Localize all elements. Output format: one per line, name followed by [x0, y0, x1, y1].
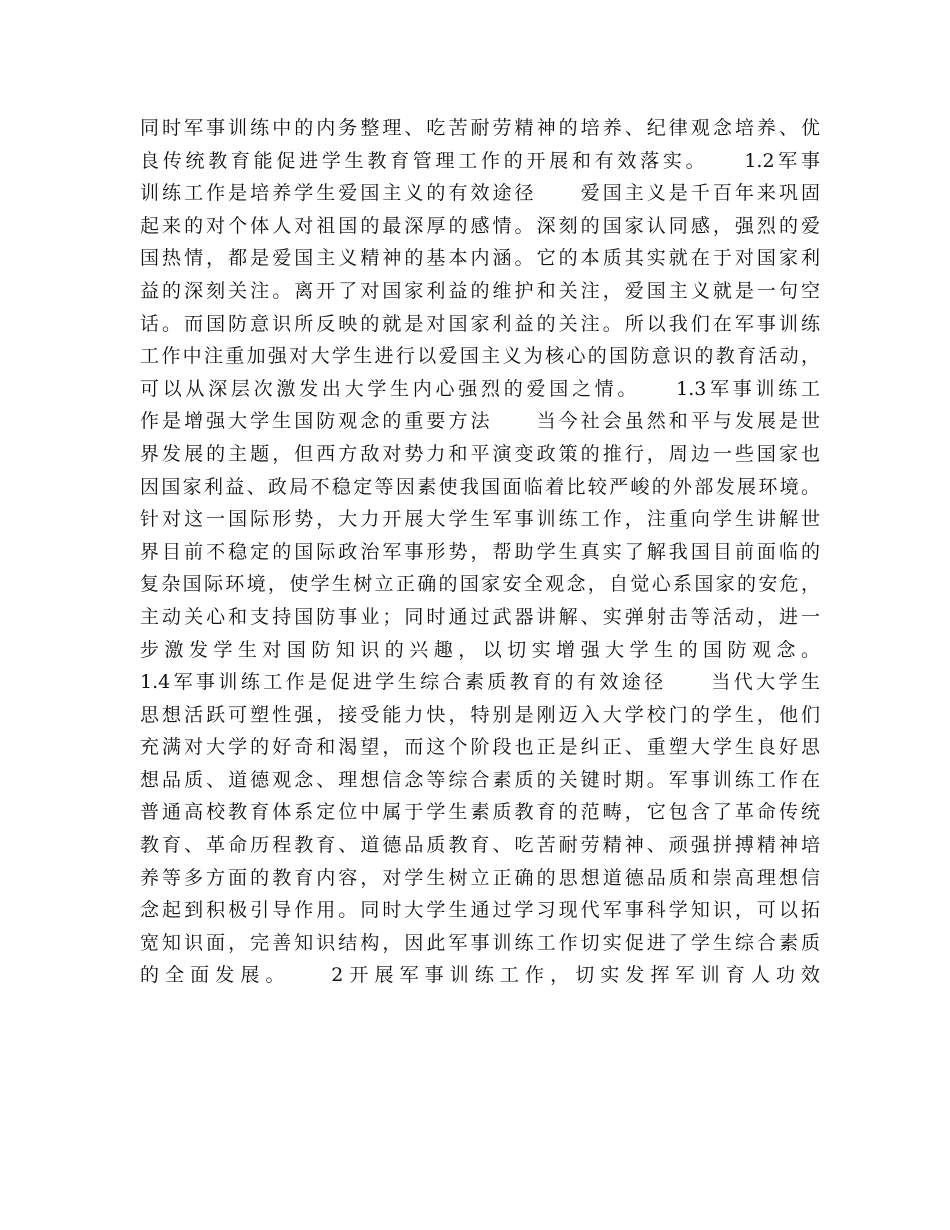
text-line: 念起到积极引导作用。同时大学生通过学习现代军事科学知识，可以拓: [140, 899, 820, 922]
text-line: 国热情，都是爱国主义精神的基本内涵。它的本质其实就在于对国家利: [140, 247, 820, 270]
text-line: 话。而国防意识所反映的就是对国家利益的关注。所以我们在军事训练: [140, 312, 820, 335]
text-line: 充满对大学的好奇和渴望，而这个阶段也正是纠正、重塑大学生良好思: [140, 736, 820, 759]
text-line: 针对这一国际形势，大力开展大学生军事训练工作，注重向学生讲解世: [140, 508, 820, 531]
text-line: 养等多方面的教育内容，对学生树立正确的思想道德品质和崇高理想信: [140, 866, 820, 889]
text-line: 起来的对个体人对祖国的最深厚的感情。深刻的国家认同感，强烈的爱: [140, 214, 820, 237]
body-text: [140, 112, 820, 992]
text-line: 想品质、道德观念、理想信念等综合素质的关键时期。军事训练工作在: [140, 768, 820, 791]
text-line: 主动关心和支持国防事业；同时通过武器讲解、实弹射击等活动，进一: [140, 605, 820, 628]
text-line: 训练工作是培养学生爱国主义的有效途径 爱国主义是千百年来巩固: [140, 182, 820, 205]
text-line: 可以从深层次激发出大学生内心强烈的爱国之情。 1.3军事训练工: [140, 377, 820, 400]
text-line: 作是增强大学生国防观念的重要方法 当今社会虽然和平与发展是世: [140, 410, 820, 433]
text-line: 工作中注重加强对大学生进行以爱国主义为核心的国防意识的教育活动，: [140, 345, 820, 368]
text-line: 界目前不稳定的国际政治军事形势，帮助学生真实了解我国目前面临的: [140, 540, 820, 563]
text-line: 复杂国际环境，使学生树立正确的国家安全观念，自觉心系国家的安危，: [140, 573, 820, 596]
text-line: 教育、革命历程教育、道德品质教育、吃苦耐劳精神、顽强拼搏精神培: [140, 834, 820, 857]
text-line: 思想活跃可塑性强，接受能力快，特别是刚迈入大学校门的学生，他们: [140, 703, 820, 726]
text-line: 因国家利益、政局不稳定等因素使我国面临着比较严峻的外部发展环境。: [140, 475, 820, 498]
text-line: 益的深刻关注。离开了对国家利益的维护和关注，爱国主义就是一句空: [140, 279, 820, 302]
text-line: 宽知识面，完善知识结构，因此军事训练工作切实促进了学生综合素质: [140, 931, 820, 954]
text-line: 的全面发展。 2开展军事训练工作，切实发挥军训育人功效: [140, 964, 820, 987]
text-line: 良传统教育能促进学生教育管理工作的开展和有效落实。 1.2军事: [140, 149, 820, 172]
text-line: 1.4军事训练工作是促进学生综合素质教育的有效途径 当代大学生: [140, 671, 820, 694]
text-line: 步激发学生对国防知识的兴趣，以切实增强大学生的国防观念。: [140, 638, 820, 661]
text-line: 同时军事训练中的内务整理、吃苦耐劳精神的培养、纪律观念培养、优: [140, 117, 820, 139]
text-line: 普通高校教育体系定位中属于学生素质教育的范畴，它包含了革命传统: [140, 801, 820, 824]
text-line: 界发展的主题，但西方敌对势力和平演变政策的推行，周边一些国家也: [140, 442, 820, 465]
